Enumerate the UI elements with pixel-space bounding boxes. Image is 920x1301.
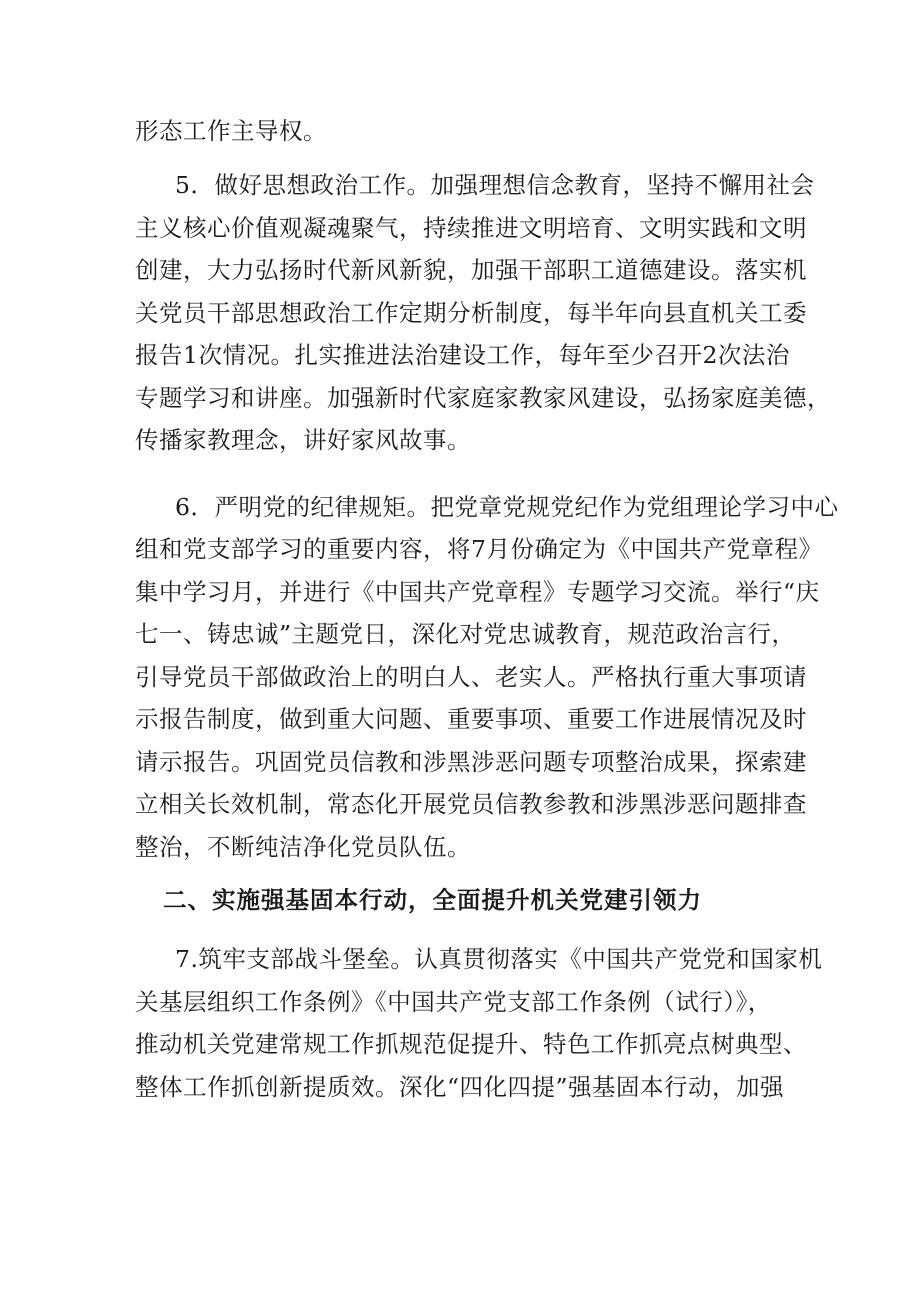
paragraph-line: 主义核心价值观凝魂聚气，持续推进文明培育、文明实践和文明 <box>135 214 807 242</box>
paragraph-line: 组和党支部学习的重要内容，将7月份确定为《中国共产党章程》 <box>135 535 823 563</box>
section-heading: 二、实施强基固本行动，全面提升机关党建引领力 <box>163 886 702 914</box>
paragraph-line: 引导党员干部做政治上的明白人、老实人。严格执行重大事项请 <box>135 663 807 691</box>
paragraph-line: 整体工作抓创新提质效。深化“四化四提”强基固本行动，加强 <box>135 1073 785 1101</box>
paragraph-line: 整治，不断纯洁净化党员队伍。 <box>135 833 471 861</box>
paragraph-line: 示报告制度，做到重大问题、重要事项、重要工作进展情况及时 <box>135 705 807 733</box>
paragraph-line: 专题学习和讲座。加强新时代家庭家教家风建设，弘扬家庭美德， <box>135 384 831 412</box>
paragraph-line: 传播家教理念，讲好家风故事。 <box>135 426 471 454</box>
paragraph-line: 推动机关党建常规工作抓规范促提升、特色工作抓亮点树典型、 <box>135 1030 807 1058</box>
paragraph-line: 报告1次情况。扎实推进法治建设工作，每年至少召开2次法治 <box>135 341 790 369</box>
paragraph-line: 七一、铸忠诚”主题党日，深化对党忠诚教育，规范政治言行， <box>135 620 796 648</box>
paragraph-line: 形态工作主导权。 <box>135 117 327 145</box>
paragraph-line: 5．做好思想政治工作。加强理想信念教育，坚持不懈用社会 <box>175 171 815 199</box>
paragraph-line: 7.筑牢支部战斗堡垒。认真贯彻落实《中国共产党党和国家机 <box>175 945 823 973</box>
paragraph-line: 创建，大力弘扬时代新风新貌，加强干部职工道德建设。落实机 <box>135 256 807 284</box>
paragraph-line: 立相关长效机制，常态化开展党员信教参教和涉黑涉恶问题排查 <box>135 790 807 818</box>
paragraph-line: 关党员干部思想政治工作定期分析制度，每半年向县直机关工委 <box>135 299 807 327</box>
paragraph-line: 集中学习月，并进行《中国共产党章程》专题学习交流。举行“庆 <box>135 578 820 606</box>
paragraph-line: 6．严明党的纪律规矩。把党章党规党纪作为党组理论学习中心 <box>175 493 839 521</box>
paragraph-line: 关基层组织工作条例》《中国共产党支部工作条例（试行）》， <box>135 988 772 1016</box>
paragraph-line: 请示报告。巩固党员信教和涉黑涉恶问题专项整治成果，探索建 <box>135 748 807 776</box>
